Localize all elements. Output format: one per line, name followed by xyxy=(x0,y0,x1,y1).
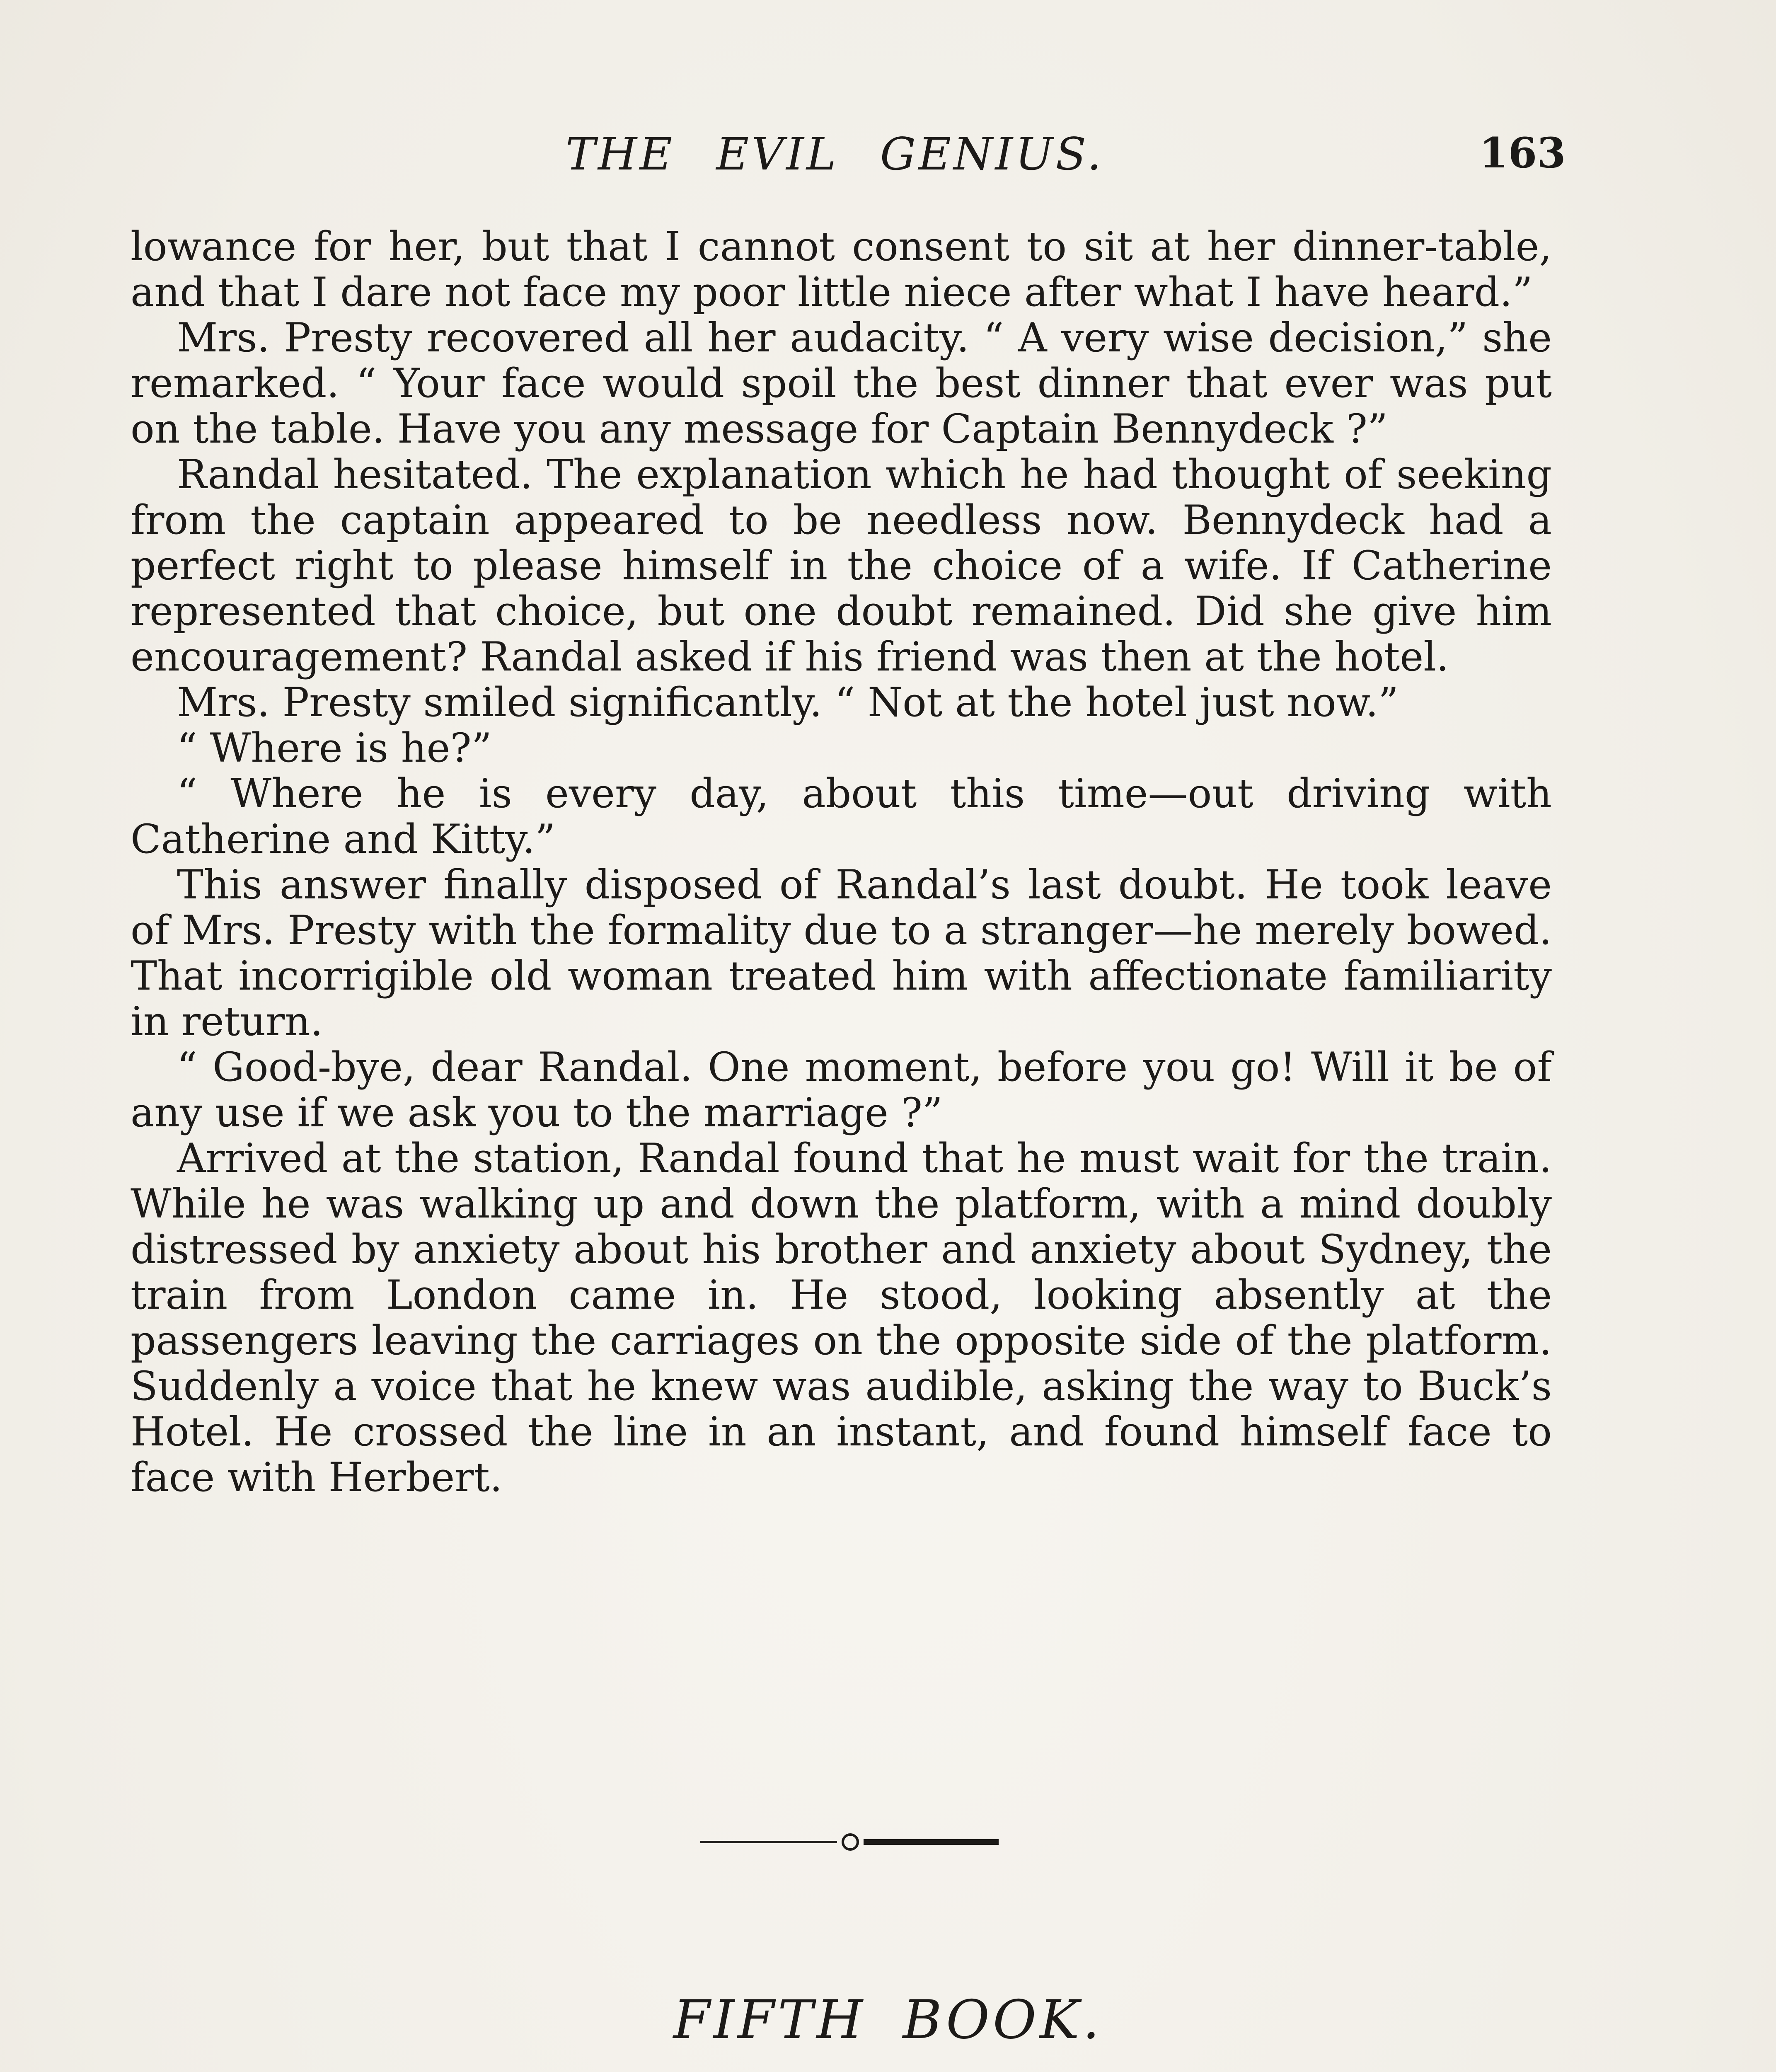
paragraph: This answer finally disposed of Randal’s last doubt. He took leave of Mrs. Presty with the formality due to a stranger—he merely bowed. That incorrigible old woman treated him with affectionate familiarity in return. xyxy=(131,862,1552,1045)
paragraph: Randal hesitated. The explanation which he had thought of seeking from the captain appeared to be needless now. Bennydeck had a perfect right to please himself in the choice of a wife. If Catherine represented that choice, but one doubt remained. Did she give him encouragement? Randal asked if his friend was then at the hotel. xyxy=(131,451,1552,680)
paragraph: “ Where is he?” xyxy=(177,725,492,771)
section-divider xyxy=(700,1832,999,1852)
book-heading: FIFTH BOOK. xyxy=(673,1989,1103,2051)
page-number: 163 xyxy=(1479,128,1566,177)
paragraph: Mrs. Presty recovered all her audacity. “ A very wise decision,” she remarked. “ Your face would spoil the best dinner that ever was put on the table. Have you any message for Captain Bennydeck ?” xyxy=(131,315,1552,452)
paragraph: “ Where he is every day, about this time—out driving with Catherine and Kitty.” xyxy=(131,770,1552,862)
paragraph: lowance for her, but that I cannot consent to sit at her dinner-table, and that I dare not face my poor little niece after what I have heard.” xyxy=(131,223,1552,315)
paragraph: Mrs. Presty smiled significantly. “ Not at the hotel just now.” xyxy=(177,679,1399,726)
paragraph: “ Good-bye, dear Randal. One moment, before you go! Will it be of any use if we ask you to the marriage ?” xyxy=(131,1044,1552,1136)
paragraph: Arrived at the station, Randal found that he must wait for the train. While he was walking up and down the platform, with a mind doubly distressed by anxiety about his brother and anxiety about Sydney, the train from London came in. He stood, looking absently at the passengers leaving the carriages on the opposite side of the platform. Suddenly a voice that he knew was audible, asking the way to Buck’s Hotel. He crossed the line in an instant, and found himself face to face with Herbert. xyxy=(131,1135,1552,1501)
body-text-top xyxy=(131,224,1552,1500)
running-title: THE EVIL GENIUS. xyxy=(566,128,1104,180)
